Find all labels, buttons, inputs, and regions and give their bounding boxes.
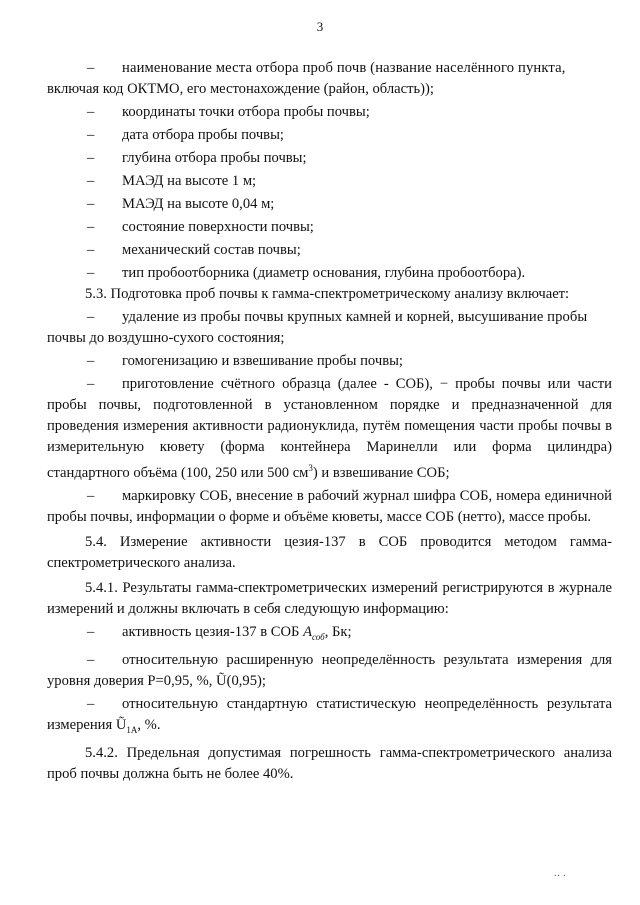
list-item	[47, 194, 612, 215]
symbol-a: A	[303, 623, 313, 640]
list-item-text: МАЭД на высоте 0,04 м;	[122, 196, 275, 212]
list-item-text: удаление из пробы почвы крупных камней и корней, высушивание пробы	[122, 309, 588, 325]
list-item-text: координаты точки отбора пробы почвы;	[122, 104, 370, 120]
list-dash: –	[87, 150, 95, 166]
document-body	[47, 58, 612, 785]
list-dash: –	[87, 104, 95, 120]
list-dash: –	[87, 353, 95, 369]
section-5-4-1: 5.4.1. Результаты гамма-спектрометрических измерений регистрируются в журнале измерений и должны включать в себя следующую информацию:	[47, 579, 612, 617]
list-dash: –	[87, 196, 95, 212]
list-item	[47, 622, 612, 648]
list-item-text: относительную расширенную неопределённость результата измерения для уровня доверия P=0,95, %, Ũ(0,95);	[47, 651, 612, 689]
list-item-text-end: , %.	[137, 716, 161, 733]
list-item	[47, 351, 612, 372]
list-item-continuation: почвы до воздушно-сухого состояния;	[47, 330, 285, 346]
list-item-text-end: , Бк;	[324, 623, 352, 640]
list-item	[47, 148, 612, 169]
list-dash: –	[87, 309, 95, 325]
superscript: 3	[308, 463, 313, 473]
list-item	[47, 263, 612, 284]
list-item	[47, 650, 612, 692]
list-item	[47, 125, 612, 146]
subscript: соб	[312, 631, 325, 642]
list-dash: –	[87, 173, 95, 189]
list-dash: –	[87, 623, 95, 640]
list-dash: –	[87, 219, 95, 235]
list-item-text: глубина отбора пробы почвы;	[122, 150, 307, 166]
list-dash: –	[87, 265, 95, 281]
list-item-text: относительную стандартную статистическую неопределённость результата измерения Ũ	[47, 695, 612, 733]
list-dash: –	[87, 60, 95, 76]
list-item	[47, 58, 612, 79]
list-item	[47, 694, 612, 741]
list-item	[47, 217, 612, 238]
list-item-text	[122, 622, 352, 648]
list-item-text: МАЭД на высоте 1 м;	[122, 173, 257, 189]
scan-mark: ·· ·	[553, 871, 566, 882]
list-item-text-end: ) и взвешивание СОБ;	[312, 464, 450, 481]
list-item-text: гомогенизацию и взвешивание пробы почвы;	[122, 353, 403, 369]
list-dash: –	[87, 651, 95, 668]
list-item-text: наименование места отбора проб почв (название населённого пункта,	[122, 60, 566, 76]
list-dash: –	[87, 376, 95, 392]
list-item-text-main: активность цезия-137 в СОБ	[122, 623, 300, 640]
list-dash: –	[87, 695, 95, 712]
list-item-text: тип пробоотборника (диаметр основания, глубина пробоотбора).	[122, 265, 526, 281]
section-5-4: 5.4. Измерение активности цезия-137 в СОБ проводится методом гамма-спектрометрического анализа.	[47, 533, 612, 571]
list-item	[47, 240, 612, 261]
list-dash: –	[87, 127, 95, 143]
list-item	[47, 171, 612, 192]
section-5-4-2: 5.4.2. Предельная допустимая погрешность гамма-спектрометрического анализа проб почвы должна быть не более 40%.	[47, 744, 612, 782]
list-item	[47, 102, 612, 123]
list-dash: –	[87, 487, 95, 504]
list-item-text: состояние поверхности почвы;	[122, 219, 314, 235]
list-item-text: механический состав почвы;	[122, 242, 301, 258]
list-item	[47, 307, 612, 328]
list-item-text: дата отбора пробы почвы;	[122, 127, 284, 143]
list-item	[47, 486, 612, 528]
subscript: 1A	[126, 724, 138, 735]
list-item-text: маркировку СОБ, внесение в рабочий журнал шифра СОБ, номера единичной пробы почвы, информации о форме и объёме кюветы, массе СОБ (нетто), массе пробы.	[47, 487, 612, 525]
list-dash: –	[87, 242, 95, 258]
list-item-text: приготовление счётного образца (далее - СОБ), − пробы почвы или части пробы почвы, подготовленной в установленном порядке и предназначенной для проведения измерения активности радионуклида, путём помещения части пробы почвы в измерительную кювету (форма контейнера Маринелли или форма цилиндра) стандартного объёма (100, 250 или 500 см	[47, 376, 612, 481]
section-5-3: 5.3. Подготовка проб почвы к гамма-спектрометрическому анализу включает:	[85, 286, 570, 302]
list-item-continuation: включая код ОКТМО, его местонахождение (район, область));	[47, 81, 434, 97]
list-item	[47, 374, 612, 484]
page-number: 3	[316, 19, 324, 34]
